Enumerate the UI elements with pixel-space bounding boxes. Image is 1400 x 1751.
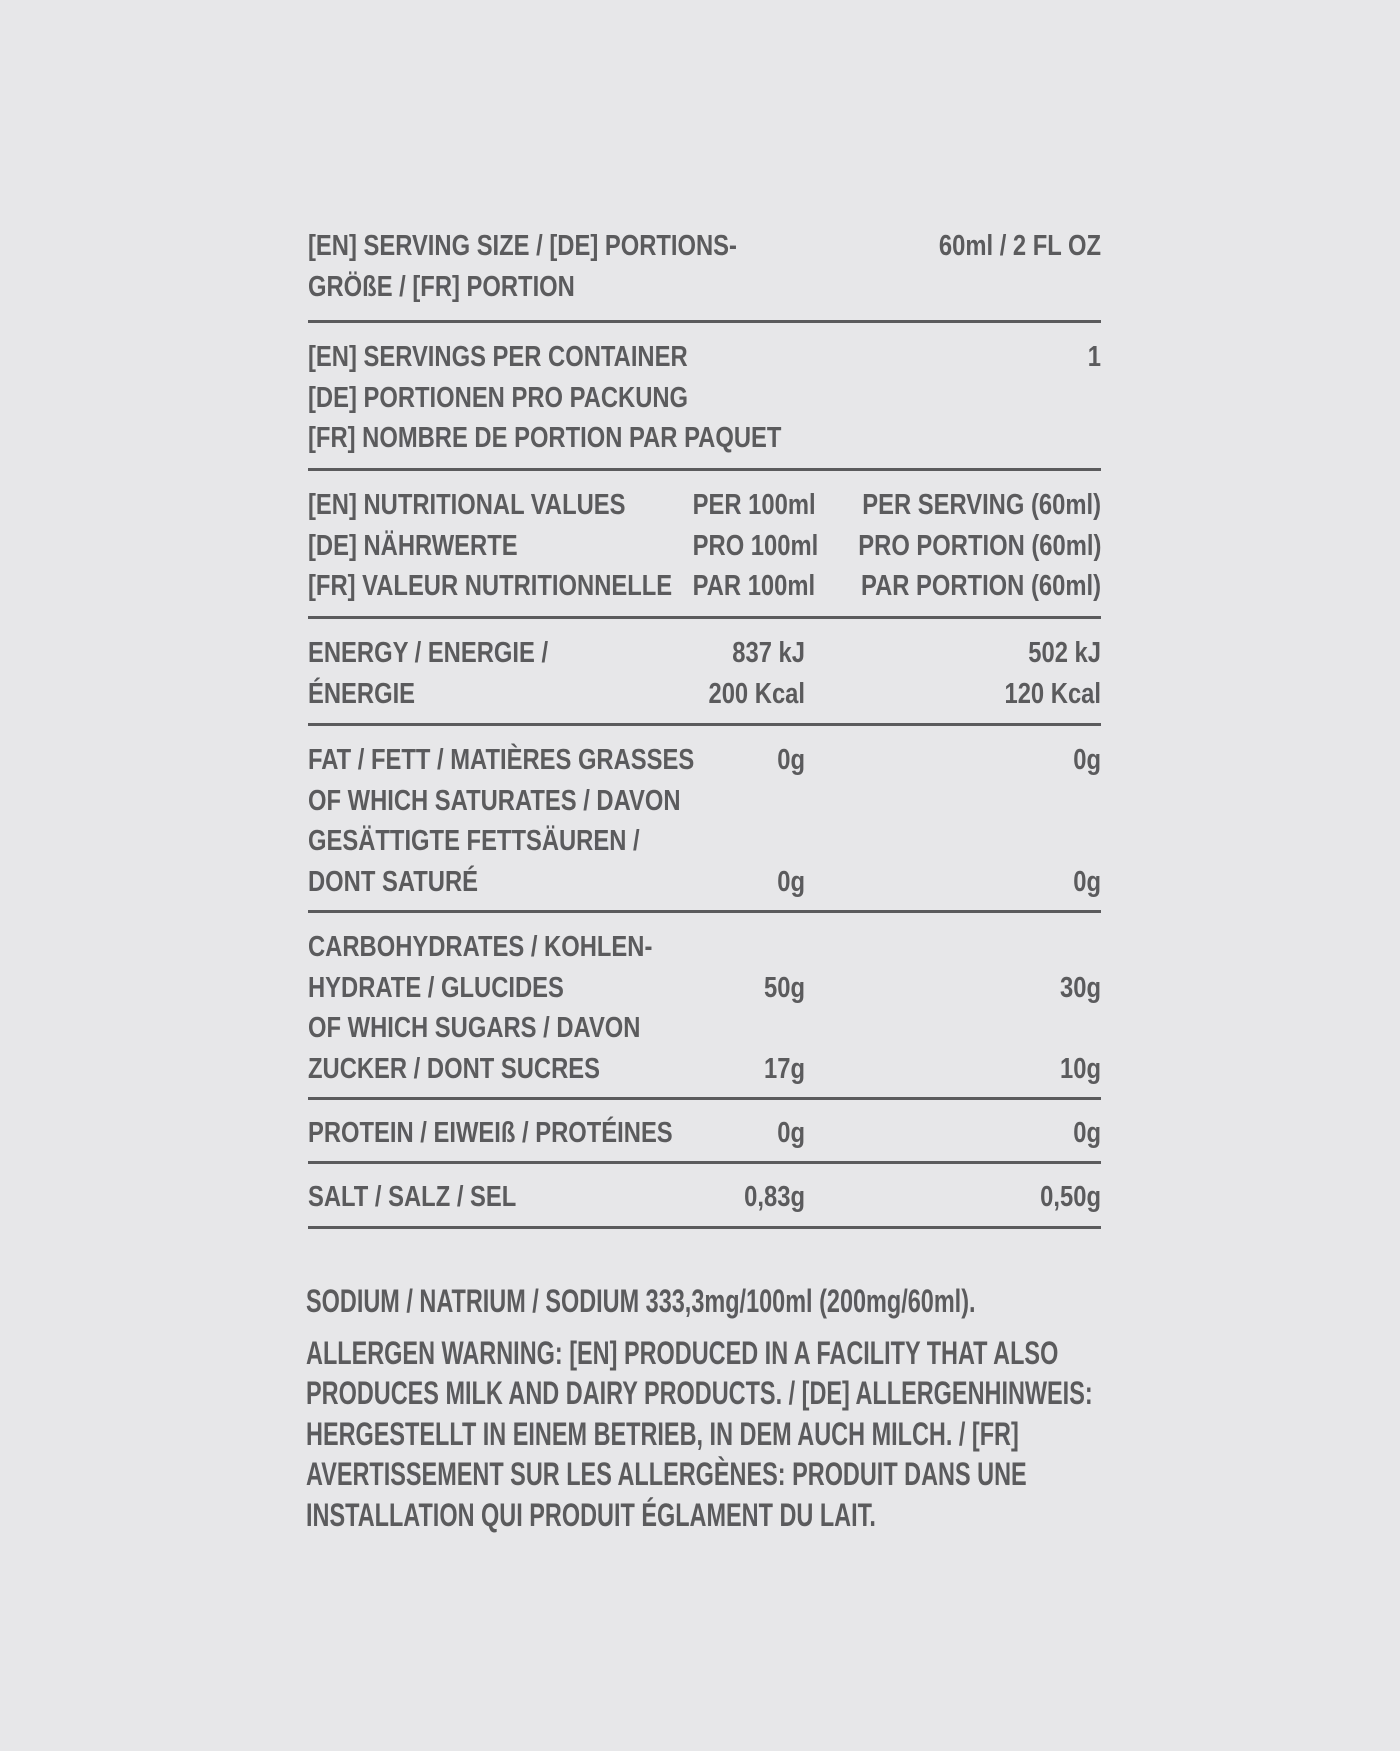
- saturates-value: 0g: [1073, 865, 1101, 898]
- value: 200 Kcal: [708, 677, 805, 710]
- energy-label: [308, 633, 603, 723]
- label-line: HYDRATE / GLUCIDES: [308, 971, 564, 1004]
- value: 0g: [777, 744, 805, 776]
- allergen-line: INSTALLATION QUI PRODUIT ÉGLAMENT DU LAIT.: [306, 1496, 876, 1533]
- label-line: PROTEIN / EIWEIß / PROTÉINES: [308, 1117, 673, 1149]
- allergen-warning: [306, 1333, 1206, 1536]
- label-line: [FR] NOMBRE DE PORTION PAR PAQUET: [308, 422, 782, 454]
- allergen-line: HERGESTELLT IN EINEM BETRIEB, IN DEM AUCH MILCH. / [FR]: [306, 1415, 1019, 1452]
- salt-per-serving: [858, 1177, 1101, 1226]
- fat-label: [308, 740, 695, 910]
- servings-per-container-row: [308, 323, 1101, 471]
- carbohydrates-per-100ml: [693, 927, 805, 1097]
- header-line: PRO PORTION (60ml): [858, 529, 1102, 562]
- servings-per-container-value: [910, 337, 1101, 468]
- value: 60ml / 2 FL OZ: [938, 230, 1101, 262]
- protein-label: [308, 1113, 673, 1161]
- allergen-line: AVERTISSEMENT SUR LES ALLERGÈNES: PRODUIT DANS UNE: [306, 1456, 1027, 1492]
- carbohydrates-label: [308, 927, 653, 1097]
- label-line: ÉNERGIE: [308, 677, 416, 710]
- allergen-line: ALLERGEN WARNING: [EN] PRODUCED IN A FACILITY THAT ALSO: [306, 1334, 1059, 1371]
- header-line: PER 100ml: [692, 489, 816, 521]
- label-line: [EN] NUTRITIONAL VALUES: [308, 489, 626, 521]
- carbohydrates-per-serving: [858, 927, 1101, 1097]
- value: 50g: [764, 971, 805, 1004]
- value: 30g: [1060, 971, 1101, 1004]
- value: 1: [1087, 341, 1101, 373]
- per-serving-header: [858, 485, 1101, 616]
- label-line: [DE] PORTIONEN PRO PACKUNG: [308, 381, 689, 414]
- energy-row: [308, 619, 1101, 726]
- label-line: SALT / SALZ / SEL: [308, 1181, 517, 1213]
- sugars-value: 17g: [764, 1052, 805, 1085]
- label-line: DONT SATURÉ: [308, 865, 478, 898]
- header-line: PAR PORTION (60ml): [860, 570, 1101, 602]
- salt-per-100ml: [693, 1177, 805, 1226]
- servings-per-container-label: [308, 337, 782, 468]
- label-line: ZUCKER / DONT SUCRES: [308, 1052, 600, 1085]
- value: 120 Kcal: [1004, 677, 1101, 710]
- value: 0g: [1073, 744, 1101, 776]
- protein-per-serving: [858, 1113, 1101, 1161]
- label-line: [FR] VALEUR NUTRITIONNELLE: [308, 570, 673, 602]
- label-line: GRÖßE / [FR] PORTION: [308, 270, 575, 303]
- saturates-value: 0g: [777, 865, 805, 898]
- sodium-note: SODIUM / NATRIUM / SODIUM 333,3mg/100ml (200mg/60ml).: [306, 1283, 976, 1319]
- nutrition-table: [308, 218, 1101, 1229]
- value: 0g: [1073, 1117, 1101, 1149]
- fat-per-100ml: [693, 740, 805, 910]
- label-line: CARBOHYDRATES / KOHLEN-: [308, 931, 653, 963]
- label-line: [DE] NÄHRWERTE: [308, 529, 518, 562]
- carbohydrates-row: [308, 913, 1101, 1100]
- fat-per-serving: [858, 740, 1101, 910]
- nutritional-values-label: [308, 485, 673, 616]
- value: 0,50g: [1040, 1181, 1101, 1213]
- value: 0,83g: [744, 1181, 805, 1213]
- sugars-value: 10g: [1060, 1052, 1101, 1085]
- serving-size-value: [910, 226, 1101, 320]
- serving-size-label: [308, 226, 767, 320]
- serving-size-row: [308, 218, 1101, 323]
- header-line: PRO 100ml: [692, 529, 819, 562]
- label-line: FAT / FETT / MATIÈRES GRASSES: [308, 744, 695, 776]
- value: 502 kJ: [1028, 637, 1101, 669]
- energy-per-100ml: [693, 633, 805, 723]
- value: 837 kJ: [732, 637, 805, 669]
- label-line: [EN] SERVING SIZE / [DE] PORTIONS-: [308, 230, 737, 262]
- salt-label: [308, 1177, 603, 1226]
- header-line: PER SERVING (60ml): [862, 489, 1101, 521]
- protein-per-100ml: [693, 1113, 805, 1161]
- salt-row: [308, 1164, 1101, 1229]
- energy-per-serving: [858, 633, 1101, 723]
- label-line: GESÄTTIGTE FETTSÄUREN /: [308, 825, 640, 857]
- column-header-row: [308, 471, 1101, 619]
- header-line: PAR 100ml: [692, 570, 816, 602]
- protein-row: [308, 1100, 1101, 1164]
- label-line: [EN] SERVINGS PER CONTAINER: [308, 341, 688, 373]
- value: 0g: [777, 1117, 805, 1149]
- label-line: OF WHICH SATURATES / DAVON: [308, 784, 681, 817]
- notes-section: [306, 1281, 1206, 1535]
- label-line: OF WHICH SUGARS / DAVON: [308, 1012, 641, 1044]
- allergen-line: PRODUCES MILK AND DAIRY PRODUCTS. / [DE] ALLERGENHINWEIS:: [306, 1375, 1093, 1411]
- label-line: ENERGY / ENERGIE /: [308, 637, 549, 669]
- fat-row: [308, 726, 1101, 913]
- per-100ml-header: [692, 485, 819, 616]
